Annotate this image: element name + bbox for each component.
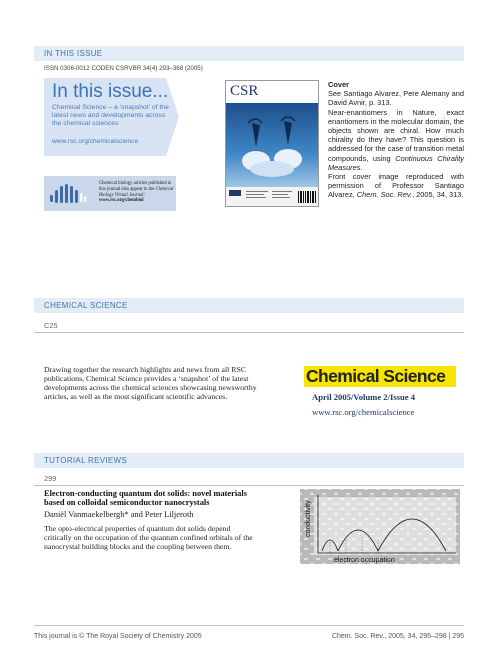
cover-heading: Cover (328, 80, 349, 89)
cover-logo: CSR (230, 83, 259, 99)
banner-title: In this issue... (52, 81, 169, 102)
banner-description: Chemical Science – a ‘snapshot’ of the latest news and developments across the chemical sciences (52, 104, 169, 128)
footer-citation: Chem. Soc. Rev., 2005, 34, 295–298 | 295 (331, 633, 464, 640)
divider-rule (34, 332, 464, 333)
article-authors: Daniël Vanmaekelbergh* and Peter Liljeroth (44, 510, 194, 519)
journal-cover-image[interactable] (225, 80, 319, 207)
article-abstract: The opto-electrical properties of quantum dot solids depend critically on the occupation of the quantum confined orbitals of the nanocrystal building blocks and the coupling between them. (44, 524, 253, 551)
footer-copyright: This journal is © The Royal Society of Chemistry 2005 (34, 633, 202, 640)
chemical-science-logo[interactable]: Chemical Science (304, 366, 456, 387)
cover-footer-strip (226, 187, 319, 207)
cover-reference: See Santiago Alvarez, Pere Alemany and David Avnir, p. 313. (328, 89, 464, 108)
chemical-science-issue-info: April 2005/Volume 2/Issue 4 (312, 392, 416, 402)
issn-line: ISSN 0306-0012 CODEN CSRVBR 34(4) 293–368 (2005) (44, 65, 203, 72)
in-this-issue-banner[interactable] (44, 78, 179, 156)
cover-caption: Cover See Santiago Alvarez, Pere Alemany and David Avnir, p. 313. Near-enantiomers in Nature, exact enantiomers in the molecular domain, the objects shown are chiral. How much chirality do they have? This question is addressed for the case of transition metal compounds, using Continuous Chirality Measures. Front cover image reproduced with permission of Professor Santiago Alvarez, Chem. Soc. Rev., 2005, 34, 313. (328, 80, 464, 200)
section-band-chemical-science: CHEMICAL SCIENCE (34, 298, 464, 313)
chemical-biology-url[interactable]: www.rsc.org/chembiol (99, 198, 144, 204)
cover-artwork (226, 103, 319, 187)
section-band-tutorial-reviews: TUTORIAL REVIEWS (34, 453, 464, 468)
footer-rule (34, 625, 464, 626)
section-band-in-this-issue: IN THIS ISSUE (34, 46, 464, 61)
chemical-science-description: Drawing together the research highlights and news from all RSC publications, Chemical Science provides a ‘snapshot’ of the latest developments across the chemical sciences showcasing newsworthy articles, as well as the most significant scientific advances. (44, 365, 257, 401)
banner-url[interactable]: www.rsc.org/chemicalscience (52, 138, 139, 145)
chemical-biology-box[interactable] (44, 176, 176, 211)
tutorial-page-number[interactable]: 299 (44, 474, 57, 483)
article-title[interactable]: Electron-conducting quantum dot solids: novel materials based on colloidal semiconductor nanocrystals (44, 489, 247, 508)
divider-rule (34, 485, 464, 486)
chemical-biology-text: Chemical biology articles published in this journal also appear in the Chemical Biology Virtual Journal: www.rsc.org/chembiol (99, 181, 174, 204)
chemical-science-page-number[interactable]: C25 (44, 321, 58, 330)
graphic-y-label: conductivity (305, 500, 312, 537)
chemical-biology-logo-icon (48, 181, 94, 206)
article-graphic (300, 489, 460, 564)
graphic-x-label: electron occupation (334, 557, 395, 564)
chemical-science-url[interactable]: www.rsc.org/chemicalscience (312, 407, 415, 417)
